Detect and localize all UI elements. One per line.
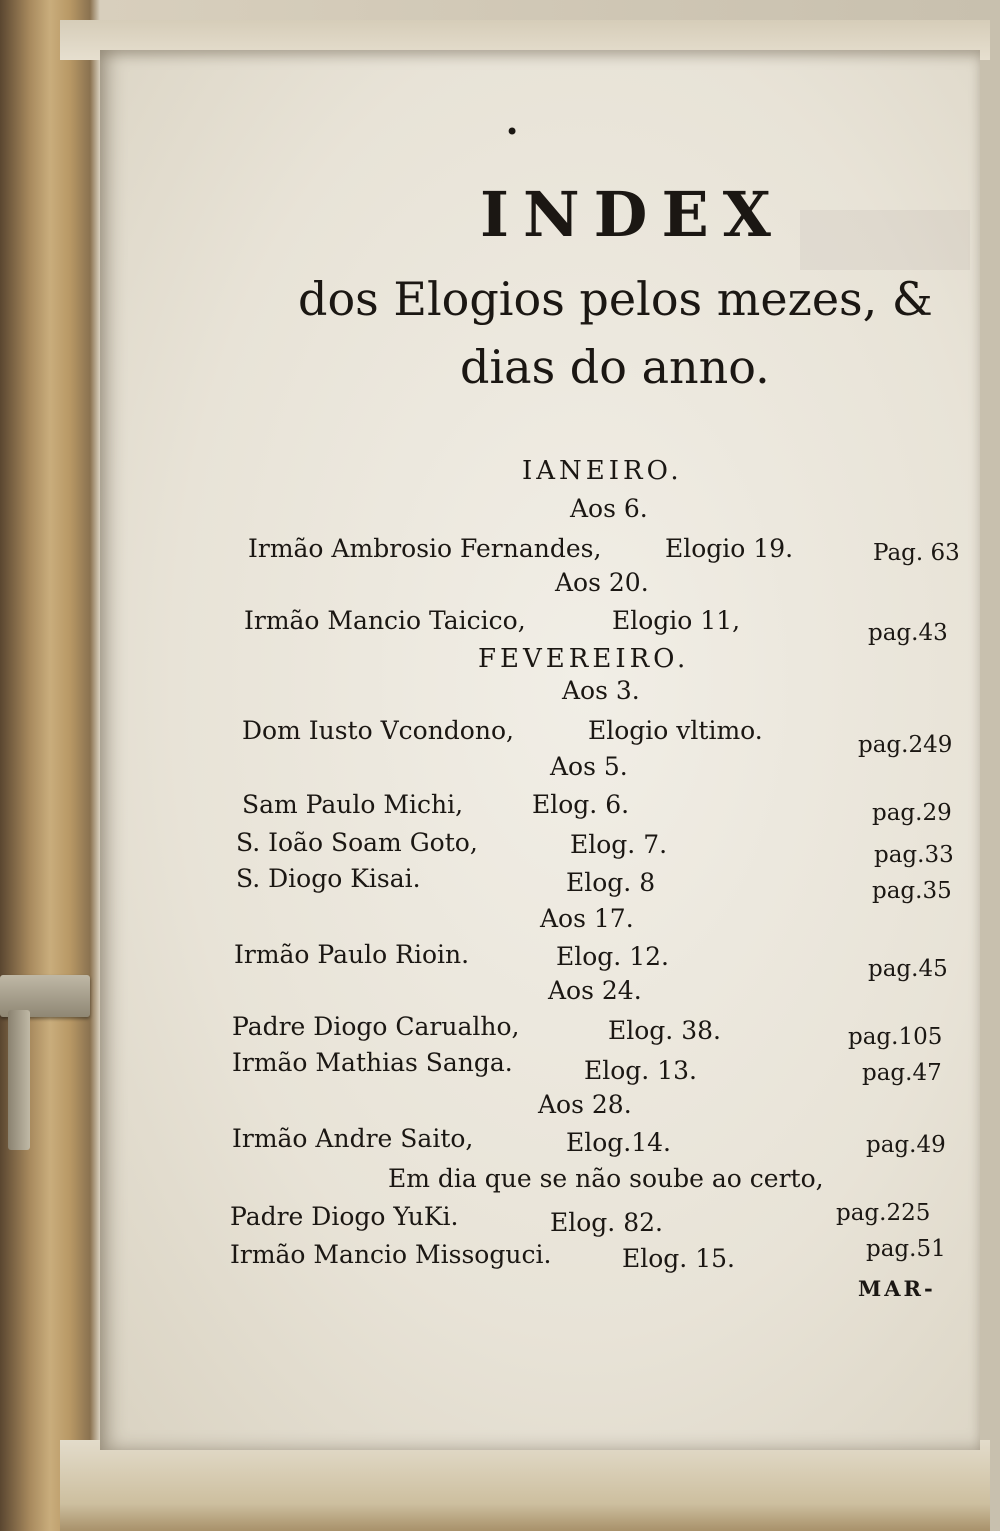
- page-subtitle-line-1: dos Elogios pelos mezes, &: [298, 272, 933, 326]
- entry-page: pag.45: [868, 956, 948, 982]
- entry-name: Irmão Mancio Missoguci.: [230, 1240, 552, 1269]
- catchword: MAR-: [858, 1276, 936, 1301]
- day-heading-uncertain: Em dia que se não soube ao certo,: [388, 1164, 824, 1193]
- entry-page: pag.249: [858, 732, 953, 758]
- entry-name: S. Ioão Soam Goto,: [236, 828, 478, 857]
- entry-page: pag.35: [872, 878, 952, 904]
- entry-elogio: Elogio 19.: [665, 534, 794, 563]
- entry-name: Irmão Ambrosio Fernandes,: [248, 534, 602, 563]
- entry-elogio: Elog. 8: [566, 868, 656, 897]
- entry-page: Pag. 63: [873, 540, 960, 566]
- day-heading: Aos 6.: [570, 494, 648, 523]
- book-clip-arm: [8, 1010, 30, 1150]
- day-heading: Aos 24.: [548, 976, 642, 1005]
- entry-elogio: Elog. 13.: [584, 1056, 697, 1085]
- entry-name: Sam Paulo Michi,: [242, 790, 464, 819]
- entry-elogio: Elog. 12.: [556, 942, 669, 971]
- entry-elogio: Elog.14.: [566, 1128, 672, 1157]
- entry-page: pag.47: [862, 1060, 942, 1086]
- entry-name: Dom Iusto Vcondono,: [242, 716, 514, 745]
- page-subtitle-line-2: dias do anno.: [460, 340, 770, 394]
- entry-name: Irmão Mancio Taicico,: [244, 606, 526, 635]
- entry-name: Irmão Paulo Rioin.: [234, 940, 470, 969]
- entry-page: pag.33: [874, 842, 954, 868]
- page-title: INDEX: [480, 178, 785, 251]
- month-heading: IANEIRO.: [522, 456, 683, 486]
- entry-elogio: Elog. 6.: [532, 790, 630, 819]
- page-edges-bottom: [60, 1440, 990, 1531]
- entry-elogio: Elogio vltimo.: [588, 716, 763, 745]
- day-heading: Aos 3.: [562, 676, 640, 705]
- entry-elogio: Elog. 15.: [622, 1244, 735, 1273]
- page-mark: •: [505, 118, 520, 146]
- entry-name: Padre Diogo Carualho,: [232, 1012, 520, 1041]
- entry-elogio: Elog. 38.: [608, 1016, 721, 1045]
- day-heading: Aos 5.: [550, 752, 628, 781]
- month-heading: FEVEREIRO.: [478, 644, 690, 674]
- entry-page: pag.29: [872, 800, 952, 826]
- entry-name: Padre Diogo YuKi.: [230, 1202, 459, 1231]
- entry-page: pag.105: [848, 1024, 943, 1050]
- entry-elogio: Elogio 11,: [612, 606, 741, 635]
- show-through-shade: [800, 210, 970, 270]
- entry-page: pag.43: [868, 620, 948, 646]
- entry-page: pag.49: [866, 1132, 946, 1158]
- day-heading: Aos 28.: [538, 1090, 632, 1119]
- entry-name: S. Diogo Kisai.: [236, 864, 421, 893]
- entry-elogio: Elog. 7.: [570, 830, 668, 859]
- entry-page: pag.225: [836, 1200, 931, 1226]
- entry-page: pag.51: [866, 1236, 946, 1262]
- day-heading: Aos 17.: [540, 904, 634, 933]
- entry-elogio: Elog. 82.: [550, 1208, 663, 1237]
- day-heading: Aos 20.: [555, 568, 649, 597]
- entry-name: Irmão Mathias Sanga.: [232, 1048, 513, 1077]
- entry-name: Irmão Andre Saito,: [232, 1124, 474, 1153]
